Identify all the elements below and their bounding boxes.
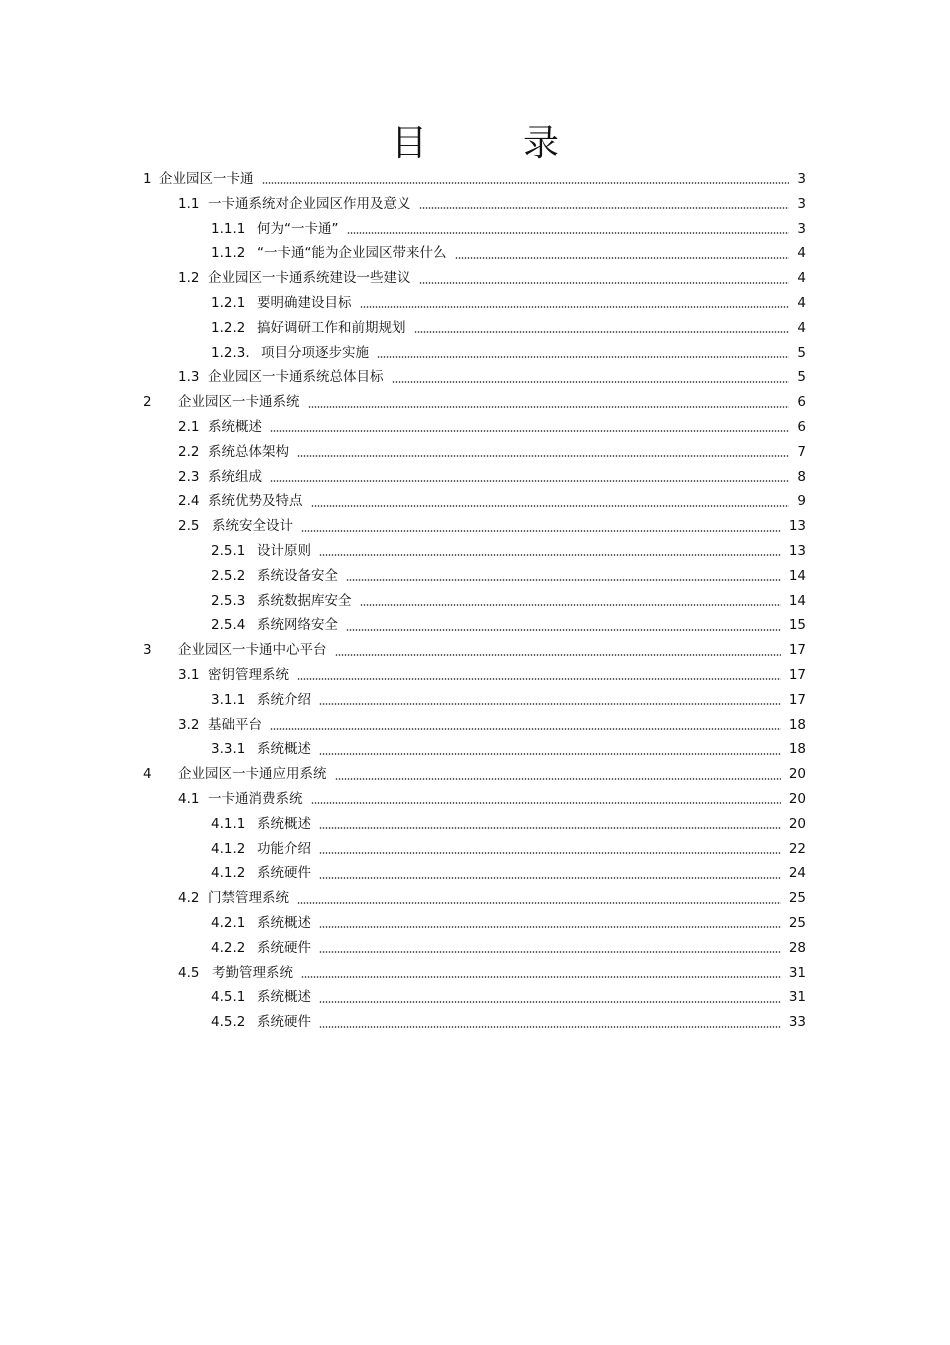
toc-entry[interactable]: [211, 539, 806, 564]
toc-entry-title: 何为“一卡通”: [257, 220, 339, 237]
toc-entry[interactable]: [211, 589, 806, 614]
toc-entry-page-number: 4: [797, 295, 806, 311]
toc-entry-title: 要明确建设目标: [257, 295, 352, 311]
toc-entry-number: 1.1.1: [211, 220, 246, 237]
toc-entry[interactable]: [211, 936, 806, 961]
toc-entry-title: 系统概述: [257, 741, 311, 758]
toc-entry-title: 系统概述: [208, 419, 262, 435]
toc-entry[interactable]: [143, 762, 806, 787]
toc-entry-page-number: 3: [797, 171, 806, 187]
toc-entry-page-number: 17: [788, 667, 806, 683]
toc-entry[interactable]: [211, 812, 806, 837]
toc-entry-title: 门禁管理系统: [208, 890, 289, 907]
toc-entry-page-number: 3: [797, 220, 806, 237]
dot-leader: [319, 554, 781, 556]
toc-entry-number: 1.2.3.: [211, 344, 250, 361]
dot-leader: [311, 802, 781, 804]
toc-entry-page-number: 7: [797, 443, 806, 460]
toc-entry-page-number: 6: [797, 419, 806, 435]
dot-leader: [360, 306, 790, 308]
toc-entry[interactable]: [211, 737, 806, 762]
toc-entry-number: 1.1.2: [211, 245, 246, 262]
toc-entry-title: 设计原则: [257, 543, 311, 559]
dot-leader: [319, 827, 781, 829]
toc-entry-title: “一卡通“能为企业园区带来什么: [257, 245, 447, 262]
toc-entry[interactable]: [178, 415, 806, 440]
dot-leader: [319, 951, 781, 953]
toc-entry-title: 企业园区一卡通中心平台: [178, 642, 327, 659]
toc-entry-number: 1.2.2: [211, 319, 246, 336]
toc-entry-page-number: 8: [797, 468, 806, 485]
toc-entry-title: 系统数据库安全: [257, 592, 352, 609]
dot-leader: [319, 703, 781, 705]
toc-entry-number: 4.5.1: [211, 989, 246, 1006]
toc-entry-number: 1.2.1: [211, 295, 246, 311]
toc-entry-title: 企业园区一卡通应用系统: [178, 766, 327, 783]
dot-leader: [319, 753, 781, 755]
toc-entry-number: 3.1.1: [211, 691, 246, 708]
toc-entry-number: 2.1: [178, 419, 200, 435]
toc-entry[interactable]: [211, 985, 806, 1010]
page-title: 目 录: [390, 123, 589, 164]
dot-leader: [297, 455, 789, 457]
dot-leader: [347, 232, 790, 234]
toc-entry-title: 一卡通系统对企业园区作用及意义: [208, 195, 411, 212]
toc-entry[interactable]: [178, 365, 806, 390]
toc-entry-page-number: 15: [788, 617, 806, 634]
toc-entry-number: 4.2: [178, 890, 200, 907]
toc-entry-page-number: 14: [788, 567, 806, 584]
toc-entry[interactable]: [178, 713, 806, 738]
toc-entry-number: 2.4: [178, 493, 200, 510]
toc-entry-page-number: 5: [797, 344, 806, 361]
toc-entry-page-number: 18: [788, 716, 806, 733]
toc-entry-page-number: 20: [788, 791, 806, 807]
toc-entry-number: 2.2: [178, 443, 200, 460]
dot-leader: [419, 207, 790, 209]
toc-entry[interactable]: [211, 341, 806, 366]
dot-leader: [377, 356, 789, 358]
toc-entry-page-number: 31: [788, 989, 806, 1006]
toc-entry-page-number: 18: [788, 741, 806, 758]
toc-entry-page-number: 4: [797, 245, 806, 262]
dot-leader: [270, 480, 789, 482]
toc-entry-title: 系统概述: [257, 815, 311, 832]
toc-entry[interactable]: [211, 837, 806, 862]
toc-entry-title: 系统概述: [257, 989, 311, 1006]
toc-entry-number: 4.2.2: [211, 939, 246, 956]
toc-entry-title: 基础平台: [208, 716, 262, 733]
toc-entry-page-number: 4: [797, 270, 806, 287]
toc-entry-number: 4.1.2: [211, 865, 246, 882]
toc-entry-number: 4.5: [178, 964, 200, 981]
dot-leader: [301, 530, 781, 532]
toc-entry-title: 系统组成: [208, 468, 262, 485]
toc-entry-page-number: 9: [797, 493, 806, 510]
toc-entry-number: 1.1: [178, 195, 200, 212]
toc-entry-number: 2.5.1: [211, 543, 246, 559]
toc-entry-number: 1.3: [178, 369, 200, 386]
dot-leader: [319, 877, 781, 879]
dot-leader: [297, 678, 781, 680]
toc-entry-title: 企业园区一卡通系统: [178, 394, 300, 411]
toc-entry-title: 密钥管理系统: [208, 667, 289, 683]
toc-entry[interactable]: [211, 861, 806, 886]
toc-entry-title: 考勤管理系统: [212, 964, 293, 981]
toc-entry-number: 4.1.2: [211, 840, 246, 857]
dot-leader: [319, 1001, 781, 1003]
dot-leader: [297, 902, 781, 904]
toc-entry[interactable]: [178, 886, 806, 911]
toc-entry-number: 2: [143, 394, 152, 411]
toc-entry-page-number: 3: [797, 195, 806, 212]
toc-entry[interactable]: [178, 663, 806, 688]
toc-entry[interactable]: [178, 787, 806, 812]
toc-entry[interactable]: [178, 489, 806, 514]
toc-entry[interactable]: [211, 564, 806, 589]
toc-entry[interactable]: [211, 241, 806, 266]
toc-entry[interactable]: [178, 514, 806, 539]
dot-leader: [419, 282, 790, 284]
dot-leader: [455, 257, 790, 259]
toc-entry-title: 系统设备安全: [257, 567, 338, 584]
toc-entry[interactable]: [211, 291, 806, 316]
toc-entry-page-number: 5: [797, 369, 806, 386]
toc-entry-page-number: 25: [788, 890, 806, 907]
toc-entry-title: 企业园区一卡通系统建设一些建议: [208, 270, 411, 287]
dot-leader: [270, 430, 789, 432]
toc-entry-page-number: 4: [797, 319, 806, 336]
toc-entry[interactable]: [211, 688, 806, 713]
toc-entry[interactable]: [143, 638, 806, 663]
toc-entry[interactable]: [178, 440, 806, 465]
toc-entry-title: 系统硬件: [257, 939, 311, 956]
toc-entry-number: 3.1: [178, 667, 200, 683]
toc-entry-page-number: 28: [788, 939, 806, 956]
toc-entry-page-number: 20: [788, 766, 806, 783]
toc-entry-page-number: 31: [788, 964, 806, 981]
toc-entry[interactable]: [178, 961, 806, 986]
toc-entry-number: 4.1.1: [211, 815, 246, 832]
toc-entry[interactable]: [211, 613, 806, 638]
toc-entry-title: 系统硬件: [257, 1014, 311, 1031]
toc-entry[interactable]: [211, 1010, 806, 1035]
toc-entry-title: 系统安全设计: [212, 518, 293, 535]
toc-entry-title: 搞好调研工作和前期规划: [257, 319, 406, 336]
dot-leader: [308, 406, 790, 408]
toc-entry-title: 一卡通消费系统: [208, 791, 303, 807]
toc-entry-number: 1.2: [178, 270, 200, 287]
dot-leader: [346, 579, 781, 581]
toc-entry-title: 系统硬件: [257, 865, 311, 882]
toc-entry-title: 企业园区一卡通: [159, 171, 254, 187]
toc-entry-page-number: 22: [788, 840, 806, 857]
dot-leader: [301, 976, 781, 978]
toc-entry-title: 系统总体架构: [208, 443, 289, 460]
toc-entry[interactable]: [143, 167, 806, 192]
dot-leader: [270, 728, 781, 730]
toc-entry-number: 2.5.3: [211, 592, 246, 609]
toc-entry-title: 功能介绍: [257, 840, 311, 857]
toc-entry[interactable]: [211, 217, 806, 242]
toc-entry-page-number: 6: [797, 394, 806, 411]
dot-leader: [360, 604, 781, 606]
toc-entry-number: 3.2: [178, 716, 200, 733]
dot-leader: [392, 381, 790, 383]
toc-entry-page-number: 13: [788, 518, 806, 535]
toc-entry-number: 2.5: [178, 518, 200, 535]
toc-entry-number: 2.3: [178, 468, 200, 485]
toc-entry-page-number: 24: [788, 865, 806, 882]
toc-entry-page-number: 13: [788, 543, 806, 559]
dot-leader: [414, 331, 790, 333]
dot-leader: [319, 1026, 781, 1028]
toc-entry-page-number: 33: [788, 1014, 806, 1031]
toc-entry-title: 项目分项逐步实施: [261, 344, 369, 361]
dot-leader: [262, 182, 790, 184]
dot-leader: [319, 926, 781, 928]
toc-entry-number: 4.1: [178, 791, 200, 807]
toc-entry-page-number: 17: [788, 642, 806, 659]
toc-entry-title: 企业园区一卡通系统总体目标: [208, 369, 384, 386]
toc-entry-number: 3.3.1: [211, 741, 246, 758]
toc-entry[interactable]: [211, 911, 806, 936]
toc-entry-page-number: 14: [788, 592, 806, 609]
toc-entry-number: 2.5.4: [211, 617, 246, 634]
toc-entry-title: 系统介绍: [257, 691, 311, 708]
dot-leader: [335, 778, 781, 780]
toc-entry-number: 2.5.2: [211, 567, 246, 584]
dot-leader: [346, 629, 781, 631]
toc-entry-title: 系统概述: [257, 915, 311, 931]
toc-entry[interactable]: [178, 465, 806, 490]
toc-entry-number: 4: [143, 766, 152, 783]
toc-entry-number: 4.5.2: [211, 1014, 246, 1031]
toc-entry-page-number: 17: [788, 691, 806, 708]
toc-entry[interactable]: [178, 266, 806, 291]
toc-entry[interactable]: [178, 192, 806, 217]
dot-leader: [319, 852, 781, 854]
toc-entry-page-number: 25: [788, 915, 806, 931]
dot-leader: [311, 505, 790, 507]
toc-entry-number: 4.2.1: [211, 915, 246, 931]
toc-entry-title: 系统优势及特点: [208, 493, 303, 510]
toc-entry[interactable]: [211, 316, 806, 341]
toc-entry-page-number: 20: [788, 815, 806, 832]
toc-entry-number: 3: [143, 642, 152, 659]
toc-entry-title: 系统网络安全: [257, 617, 338, 634]
toc-entry[interactable]: [143, 390, 806, 415]
toc-entry-number: 1: [143, 171, 152, 187]
dot-leader: [335, 654, 781, 656]
